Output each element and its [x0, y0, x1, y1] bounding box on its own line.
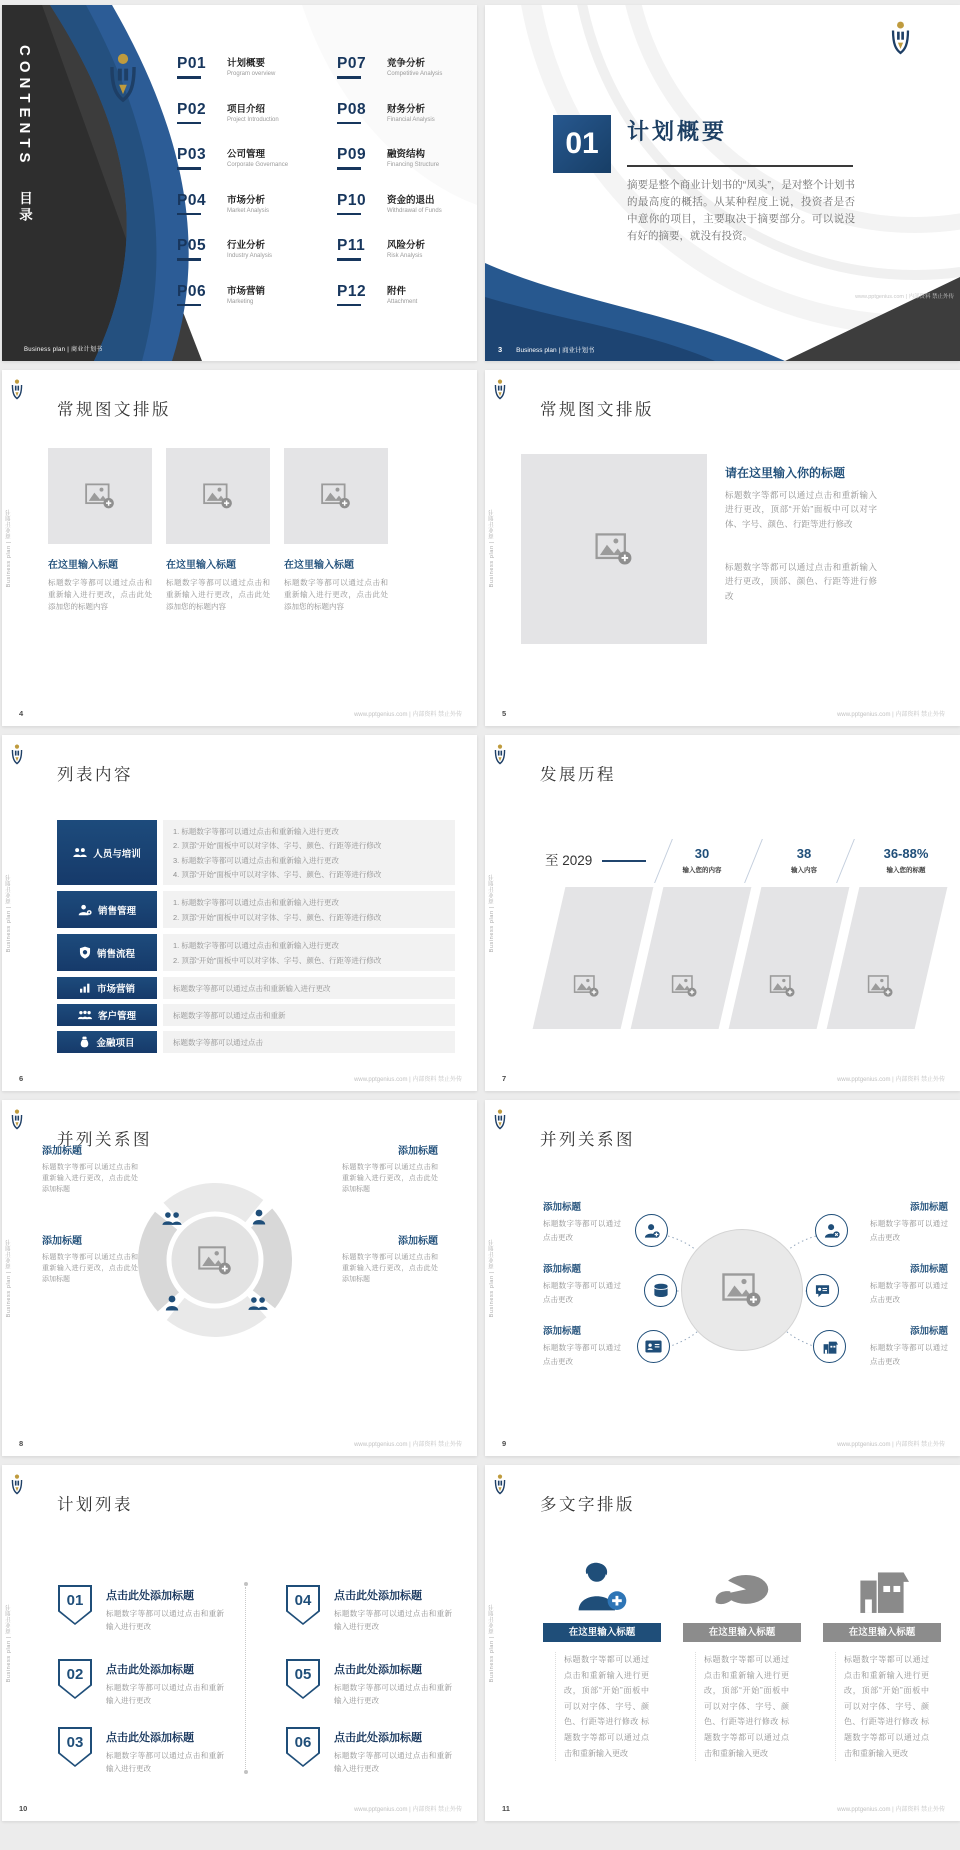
list-button-label: 人员与培训	[93, 848, 141, 860]
hub-block	[856, 1323, 948, 1369]
parallel-block	[342, 1232, 438, 1286]
image-placeholder	[166, 448, 270, 544]
stat-label: 输入您的标题	[886, 867, 926, 874]
cylinder-icon	[644, 1274, 677, 1307]
toc-en: Project Introduction	[227, 116, 279, 123]
site-caption: www.pptgenius.com | 内部资料 禁止外传	[837, 1807, 945, 1813]
brand-caption: Business plan | 商业计划书	[516, 347, 595, 354]
building-icon	[855, 1567, 909, 1613]
item-title: 点击此处添加标题	[106, 1664, 194, 1676]
list-row	[57, 820, 455, 885]
plan-item	[334, 1661, 452, 1708]
parallel-block	[342, 1142, 438, 1196]
plan-item	[106, 1587, 224, 1634]
plan-item	[106, 1661, 224, 1708]
card-body: 标题数字等都可以通过点击和重新输入进行更改，点击此处添加您的标题内容	[166, 578, 270, 611]
company-logo-icon	[493, 1474, 507, 1495]
block-title: 添加标题	[543, 1264, 582, 1275]
toc-num: P02	[177, 100, 207, 118]
list-button-label: 市场营销	[96, 984, 135, 995]
list-panel	[163, 891, 455, 928]
stat-label: 输入内容	[791, 867, 817, 874]
block-body: 标题数字等都可以通过点击和重新输入进行更改，点击此处添加标题	[342, 1254, 438, 1284]
toc-zh: 公司管理	[227, 149, 266, 160]
site-caption: www.pptgenius.com | 内部资料 禁止外传	[837, 1077, 945, 1083]
sidebar-caption: Business plan | 商业计划书	[489, 508, 495, 588]
item-body: 标题数字等都可以通过点击和重新输入进行更改	[106, 1683, 224, 1705]
toc-item	[337, 146, 477, 192]
toc-en: Risk Analysis	[387, 253, 423, 259]
slide-contents[interactable]	[2, 5, 477, 361]
content-heading: 请在这里输入你的标题	[725, 466, 846, 480]
hub-block	[543, 1199, 635, 1245]
toc-item	[177, 55, 327, 101]
company-logo-icon	[10, 1109, 24, 1130]
sidebar-caption: Business plan | 商业计划书	[6, 1603, 12, 1683]
image-plus-icon	[321, 483, 351, 509]
site-caption: www.pptgenius.com | 内部资料 禁止外传	[354, 1442, 462, 1448]
block-title: 添加标题	[909, 1264, 948, 1275]
toc-num: P09	[337, 146, 367, 163]
hub-block	[543, 1323, 635, 1369]
toc-num: P11	[337, 237, 366, 254]
list-line: 2. 顶部“开始”面板中可以对字体、字号、颜色、行距等进行修改	[173, 841, 382, 851]
number-badge: 06	[286, 1727, 320, 1767]
toc-zh: 附件	[387, 285, 407, 297]
site-caption: www.pptgenius.com | 内部资料 禁止外传	[354, 1077, 462, 1083]
list-row	[57, 977, 455, 999]
company-logo-icon	[10, 379, 24, 400]
page-title: 列表内容	[57, 766, 133, 784]
toc-en: Market Analysis	[227, 207, 270, 214]
hub-block	[856, 1199, 948, 1245]
list-button	[57, 977, 157, 999]
page-title: 计划列表	[57, 1496, 133, 1514]
sidebar-caption: Business plan | 商业计划书	[489, 1603, 495, 1683]
toc-zh: 风险分析	[387, 240, 426, 251]
block-title: 添加标题	[398, 1236, 438, 1247]
toc-en: Financing Structure	[387, 162, 440, 168]
sidebar-caption: Business plan | 商业计划书	[489, 873, 495, 953]
stat-label: 输入您的内容	[682, 867, 722, 874]
number-badge: 04	[286, 1585, 320, 1625]
toc-num: P08	[337, 100, 367, 118]
toc-column-right	[337, 55, 477, 328]
block-title: 添加标题	[909, 1202, 948, 1213]
number-badge: 03	[58, 1727, 92, 1767]
block-title: 添加标题	[398, 1146, 438, 1157]
plan-item	[334, 1729, 452, 1776]
toc-zh: 项目介绍	[227, 103, 266, 115]
slide-layout-one-pic[interactable]	[485, 370, 960, 726]
image-text-card	[166, 448, 270, 613]
toc-zh: 资金的退出	[387, 194, 435, 206]
block-body: 标题数字等都可以通过点击更改	[870, 1281, 948, 1304]
item-body: 标题数字等都可以通过点击和重新输入进行更改	[106, 1751, 224, 1773]
toc-zh: 行业分析	[227, 240, 266, 251]
image-text-card	[284, 448, 388, 613]
card-body: 标题数字等都可以通过点击和重新输入进行更改，点击此处添加您的标题内容	[284, 578, 388, 611]
item-body: 标题数字等都可以通过点击和重新输入进行更改	[334, 1751, 452, 1773]
site-caption: www.pptgenius.com | 内部资料 禁止外传	[837, 1442, 945, 1448]
page-number: 7	[502, 1074, 507, 1083]
chat-icon	[806, 1274, 839, 1307]
timeline-stat	[773, 846, 835, 874]
list-button	[57, 1004, 157, 1026]
image-placeholder	[48, 448, 152, 544]
toc-en: Attachment	[387, 298, 418, 305]
toc-item	[177, 283, 327, 329]
sidebar-caption: Business plan | 商业计划书	[6, 873, 12, 953]
block-body: 标题数字等都可以通过点击更改	[543, 1281, 621, 1304]
slide-layout-three-pics[interactable]	[2, 370, 477, 726]
list-button-label: 销售管理	[97, 905, 136, 917]
slide-timeline[interactable]	[485, 735, 960, 1091]
person-remove-icon	[815, 1214, 848, 1247]
slant-divider	[744, 839, 763, 883]
toc-zh: 财务分析	[387, 103, 426, 115]
building-icon	[813, 1330, 846, 1363]
company-logo-icon	[106, 51, 140, 105]
list-button-label: 销售流程	[96, 948, 135, 960]
column-header: 在这里输入标题	[823, 1623, 941, 1642]
stat-value: 30	[694, 846, 710, 861]
image-placeholder	[284, 448, 388, 544]
parallel-block	[42, 1232, 138, 1286]
item-body: 标题数字等都可以通过点击和重新输入进行更改	[334, 1683, 452, 1705]
block-body: 标题数字等都可以通过点击更改	[870, 1219, 948, 1242]
item-title: 点击此处添加标题	[106, 1590, 194, 1602]
timeline-stat	[863, 846, 949, 874]
image-plus-icon	[672, 975, 698, 997]
item-body: 标题数字等都可以通过点击和重新输入进行更改	[106, 1609, 224, 1631]
sidebar-caption: Business plan | 商业计划书	[489, 1238, 495, 1318]
slant-divider	[836, 839, 855, 883]
toc-num: P10	[337, 191, 367, 209]
block-body: 标题数字等都可以通过点击更改	[543, 1219, 621, 1242]
card-body: 标题数字等都可以通过点击和重新输入进行更改，点击此处添加您的标题内容	[48, 578, 152, 611]
list-line: 2. 顶部“开始”面板中可以对字体、字号、颜色、行距等进行修改	[173, 912, 382, 922]
company-logo-icon	[493, 379, 507, 400]
hub-block	[856, 1261, 948, 1307]
image-placeholder	[521, 454, 707, 644]
toc-item	[177, 146, 327, 192]
item-body: 标题数字等都可以通过点击和重新输入进行更改	[334, 1609, 452, 1631]
column-body: 标题数字等都可以通过点击和重新输入进行更改，顶部“开始”面板中可以对字体、字号、颜色、行距等进行修改 标题数字等都可以通过点击和重新输入更改	[835, 1652, 929, 1761]
page-title: 常规图文排版	[57, 401, 171, 419]
list-line: 标题数字等都可以通过点击和重新	[173, 1011, 286, 1020]
timeline-stat	[671, 846, 733, 874]
image-plus-icon	[85, 483, 115, 509]
toc-item	[337, 101, 477, 147]
block-title: 添加标题	[543, 1326, 582, 1337]
list-panel	[163, 1031, 455, 1053]
page-footer	[498, 345, 594, 354]
block-title: 添加标题	[42, 1236, 82, 1247]
list-row	[57, 891, 455, 928]
block-body: 标题数字等都可以通过点击和重新输入进行更改，点击此处添加标题	[42, 1164, 138, 1194]
column-body: 标题数字等都可以通过点击和重新输入进行更改，顶部“开始”面板中可以对字体、字号、颜色、行距等进行修改 标题数字等都可以通过点击和重新输入更改	[695, 1652, 789, 1761]
list-row	[57, 1004, 455, 1026]
content-paragraph: 标题数字等都可以通过点击和重新输入进行更改，顶部“开始”面板中可以对字体、字号、颜色、行距等进行修改	[725, 490, 877, 529]
parallel-block	[42, 1142, 138, 1196]
sales-management-icon	[78, 904, 92, 916]
toc-zh: 融资结构	[387, 149, 426, 160]
block-body: 标题数字等都可以通过点击更改	[870, 1343, 948, 1366]
image-text-card	[48, 448, 152, 613]
column-header: 在这里输入标题	[683, 1623, 801, 1642]
slide-parallel-wheel[interactable]	[2, 1100, 477, 1456]
list-panel	[163, 820, 455, 885]
list-line: 1. 标题数字等都可以通过点击和重新输入进行更改	[173, 827, 339, 836]
page-title: 并列关系图	[57, 1131, 152, 1149]
company-logo-icon	[493, 744, 507, 765]
site-caption: www.pptgenius.com | 内部资料 禁止外传	[354, 712, 462, 718]
image-placeholder	[827, 887, 948, 1029]
wheel-diagram	[130, 1175, 300, 1345]
timeline-year-label: 至 2029	[545, 849, 646, 869]
plan-item	[334, 1587, 452, 1634]
toc-en: Financial Analysis	[387, 116, 435, 123]
toc-zh: 市场分析	[227, 194, 266, 206]
block-title: 添加标题	[909, 1326, 948, 1337]
page-number: 3	[498, 345, 503, 354]
list-row	[57, 1031, 455, 1053]
plan-item	[106, 1729, 224, 1776]
card-title: 在这里输入标题	[284, 560, 354, 571]
toc-item	[337, 192, 477, 238]
image-plus-icon	[595, 533, 633, 565]
list-button	[57, 891, 157, 928]
card-title: 在这里输入标题	[166, 560, 236, 571]
site-caption: www.pptgenius.com | 内部资料 禁止外传	[354, 1807, 462, 1813]
page-title: 多文字排版	[540, 1496, 635, 1514]
company-logo-icon	[889, 19, 912, 57]
page-number: 9	[502, 1439, 507, 1448]
section-number: 01	[553, 115, 611, 173]
column-header: 在这里输入标题	[543, 1623, 661, 1642]
woman-plus-icon	[576, 1561, 628, 1613]
item-title: 点击此处添加标题	[334, 1732, 422, 1744]
slide-list-content[interactable]	[2, 735, 477, 1091]
page-number: 4	[19, 709, 24, 718]
list-row	[57, 934, 455, 971]
text-column	[683, 1535, 801, 1761]
toc-en: Marketing	[227, 298, 254, 305]
toc-item	[177, 192, 327, 238]
toc-zh: 市场营销	[227, 285, 266, 297]
team-icon	[73, 847, 87, 858]
customers-icon	[78, 1010, 92, 1020]
page-number: 5	[502, 709, 507, 718]
list-line: 1. 标题数字等都可以通过点击和重新输入进行更改	[173, 941, 339, 950]
block-title: 添加标题	[543, 1202, 582, 1213]
item-title: 点击此处添加标题	[334, 1664, 422, 1676]
toc-en: Competitive Analysis	[387, 71, 443, 77]
site-caption: www.pptgenius.com | 内部资料 禁止外传	[855, 294, 954, 300]
column-body: 标题数字等都可以通过点击和重新输入进行更改，顶部“开始”面板中可以对字体、字号、颜色、行距等进行修改 标题数字等都可以通过点击和重新输入更改	[555, 1652, 649, 1761]
block-body: 标题数字等都可以通过点击和重新输入进行更改，点击此处添加标题	[42, 1254, 138, 1284]
finance-icon	[79, 1036, 90, 1048]
stat-value: 38	[796, 846, 812, 861]
item-title: 点击此处添加标题	[106, 1732, 194, 1744]
stat-value: 36-88%	[883, 846, 929, 861]
page-number: 11	[502, 1804, 510, 1813]
toc-en: Program overview	[227, 71, 276, 77]
number-badge: 05	[286, 1659, 320, 1699]
list-line: 标题数字等都可以通过点击	[173, 1038, 263, 1047]
company-logo-icon	[10, 744, 24, 765]
contents-vertical-title	[14, 45, 34, 224]
toc-zh: 计划概要	[227, 58, 266, 69]
list-panel	[163, 1004, 455, 1026]
section-title: 计划概要	[627, 119, 728, 144]
toc-num: P01	[177, 55, 207, 72]
block-body: 标题数字等都可以通过点击和重新输入进行更改，点击此处添加标题	[342, 1164, 438, 1194]
page-number: 8	[19, 1439, 24, 1448]
toc-zh: 竞争分析	[387, 58, 426, 69]
page-title: 并列关系图	[540, 1131, 635, 1149]
image-plus-icon	[574, 975, 600, 997]
card-title: 在这里输入标题	[48, 560, 118, 571]
block-body: 标题数字等都可以通过点击更改	[543, 1343, 621, 1366]
toc-num: P12	[337, 282, 367, 300]
slide-section-divider[interactable]	[485, 5, 960, 361]
page-number: 6	[19, 1074, 24, 1083]
market-chart-icon	[79, 983, 91, 993]
slide-plan-list[interactable]	[2, 1465, 477, 1821]
text-column	[823, 1535, 941, 1761]
toc-num: P06	[177, 282, 207, 300]
list-line: 1. 标题数字等都可以通过点击和重新输入进行更改	[173, 898, 339, 907]
center-image-placeholder	[681, 1229, 803, 1351]
sales-process-icon	[79, 946, 91, 959]
item-title: 点击此处添加标题	[334, 1590, 422, 1602]
pie-chart-icon	[713, 1571, 771, 1613]
toc-item	[337, 55, 477, 101]
number-badge: 01	[58, 1585, 92, 1625]
block-title: 添加标题	[42, 1146, 82, 1157]
company-logo-icon	[10, 1474, 24, 1495]
dash-line	[602, 860, 646, 862]
page-title: 发展历程	[540, 766, 616, 784]
list-line: 4. 顶部“开始”面板中可以对字体、字号、颜色、行距等进行修改	[173, 869, 382, 879]
page-number: 10	[19, 1804, 28, 1813]
brand-caption: Business plan | 商业计划书	[24, 347, 103, 353]
toc-num: P04	[177, 191, 207, 209]
sidebar-caption: Business plan | 商业计划书	[6, 508, 12, 588]
list-line: 标题数字等都可以通过点击和重新输入进行更改	[173, 984, 331, 993]
text-column	[543, 1535, 661, 1761]
contents-word: CONTENTS	[16, 45, 33, 168]
hub-block	[543, 1261, 635, 1307]
toc-num: P03	[177, 146, 207, 163]
list-line: 2. 顶部“开始”面板中可以对字体、字号、颜色、行距等进行修改	[173, 955, 382, 965]
image-plus-icon	[770, 975, 796, 997]
toc-item	[177, 101, 327, 147]
list-button	[57, 820, 157, 885]
toc-item	[337, 237, 477, 283]
toc-num: P07	[337, 55, 367, 72]
list-button-label: 客户管理	[97, 1011, 136, 1022]
site-caption: www.pptgenius.com | 内部资料 禁止外传	[837, 712, 945, 718]
list-button	[57, 1031, 157, 1053]
contents-word-zh: 目录	[17, 190, 32, 224]
content-paragraph: 标题数字等都可以通过点击和重新输入进行更改，顶部、颜色、行距等进行修改	[725, 562, 877, 601]
person-plus-icon	[635, 1214, 668, 1247]
title-underline	[627, 165, 853, 167]
toc-item	[177, 237, 327, 283]
list-button	[57, 934, 157, 971]
toc-en: Corporate Governance	[227, 162, 289, 168]
id-card-icon	[637, 1330, 670, 1363]
slide-parallel-hub[interactable]	[485, 1100, 960, 1456]
toc-en: Industry Analysis	[227, 253, 273, 259]
list-line: 3. 标题数字等都可以通过点击和重新输入进行更改	[173, 855, 339, 865]
list-panel	[163, 934, 455, 971]
list-button-label: 金融项目	[96, 1038, 135, 1049]
dotted-divider	[245, 1587, 246, 1769]
toc-item	[337, 283, 477, 329]
sidebar-caption: Business plan | 商业计划书	[6, 1238, 12, 1318]
image-plus-icon	[203, 483, 233, 509]
toc-column-left	[177, 55, 327, 328]
image-plus-icon	[722, 1273, 762, 1307]
slide-multi-text[interactable]	[485, 1465, 960, 1821]
image-plus-icon	[868, 975, 894, 997]
page-title: 常规图文排版	[540, 401, 654, 419]
toc-en: Withdrawal of Funds	[387, 207, 442, 214]
number-badge: 02	[58, 1659, 92, 1699]
toc-num: P05	[177, 237, 207, 254]
list-panel	[163, 977, 455, 999]
section-body: 摘要是整个商业计划书的“凤头”，是对整个计划书的最高度的概括。从某种程度上说，投资者是否中意你的项目，主要取决于摘要部分。可以说没有好的摘要，就没有投资。	[627, 179, 855, 242]
